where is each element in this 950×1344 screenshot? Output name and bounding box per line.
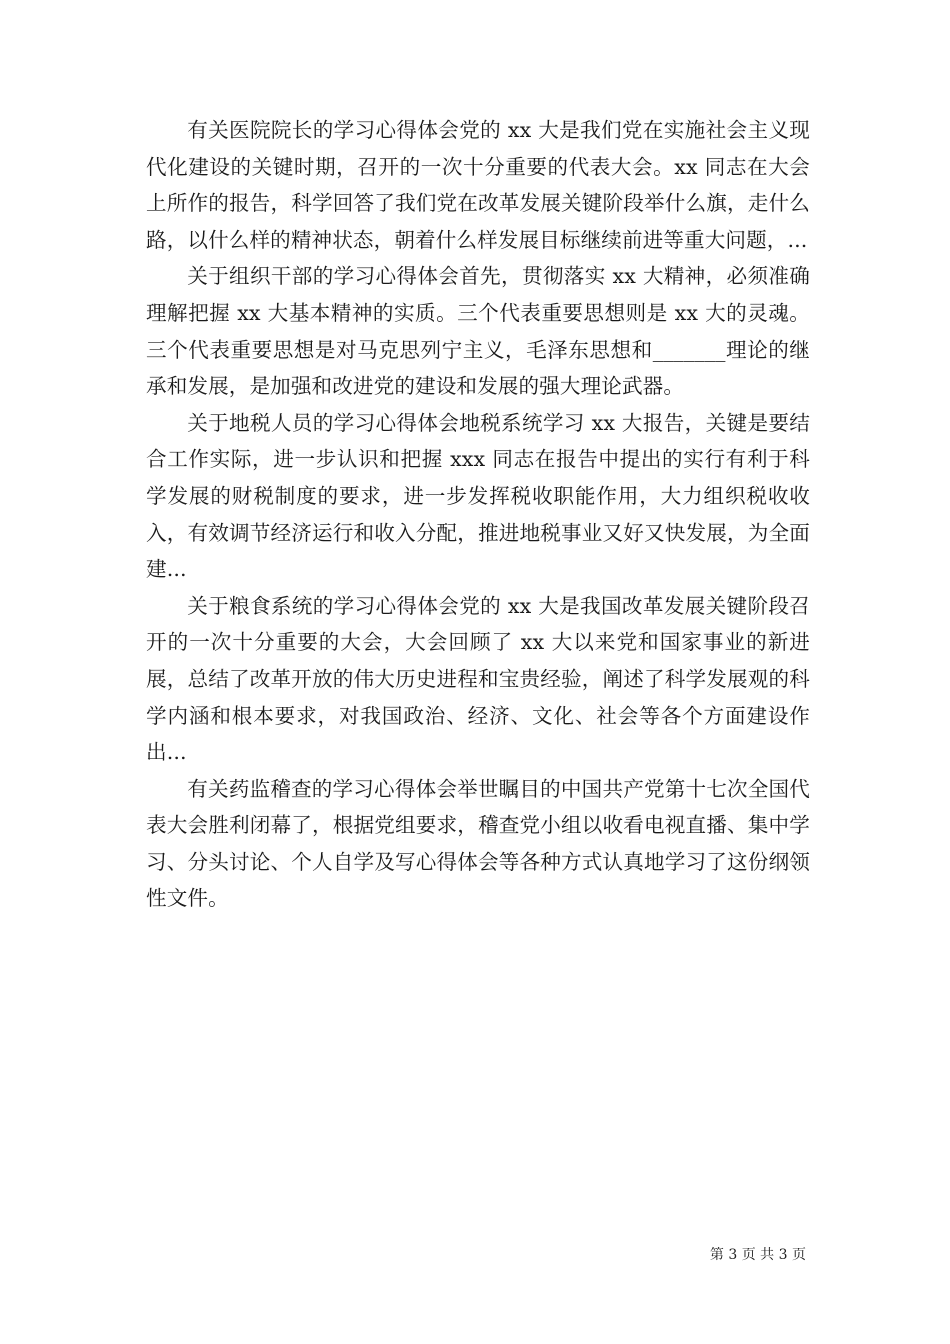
page-number-footer: 第 3 页 共 3 页 [709,1247,806,1263]
paragraph-organization-cadre: 关于组织干部的学习心得体会首先，贯彻落实 xx 大精神，必须准确理解把握 xx 大基本精神的实质。三个代表重要思想则是 xx 大的灵魂。三个代表重要思想是对马克思列宁主义，毛泽东思想和_______理论的继承和发展，是加强和改进党的建设和发展的强大理论武器。 [146,264,810,399]
document-body [146,112,810,917]
paragraph-grain-system: 关于粮食系统的学习心得体会党的 xx 大是我国改革发展关键阶段召开的一次十分重要的大会，大会回顾了 xx 大以来党和国家事业的新进展，总结了改革开放的伟大历史进程和宝贵经验，阐述了科学发展观的科学内涵和根本要求，对我国政治、经济、文化、社会等各个方面建设作出... [146,593,810,765]
paragraph-drug-inspection: 有关药监稽查的学习心得体会举世瞩目的中国共产党第十七次全国代表大会胜利闭幕了，根据党组要求，稽查党小组以收看电视直播、集中学习、分头讨论、个人自学及写心得体会等各种方式认真地学习了这份纲领性文件。 [146,776,810,911]
paragraph-hospital-director: 有关医院院长的学习心得体会党的 xx 大是我们党在实施社会主义现代化建设的关键时期，召开的一次十分重要的代表大会。xx 同志在大会上所作的报告，科学回答了我们党在改革发展关键阶段举什么旗，走什么路，以什么样的精神状态，朝着什么样发展目标继续前进等重大问题，... [146,118,810,252]
paragraph-local-tax: 关于地税人员的学习心得体会地税系统学习 xx 大报告，关键是要结合工作实际，进一步认识和把握 xxx 同志在报告中提出的实行有利于科学发展的财税制度的要求，进一步发挥税收职能作用，大力组织税收收入，有效调节经济运行和收入分配，推进地税事业又好又快发展，为全面建... [146,410,810,582]
